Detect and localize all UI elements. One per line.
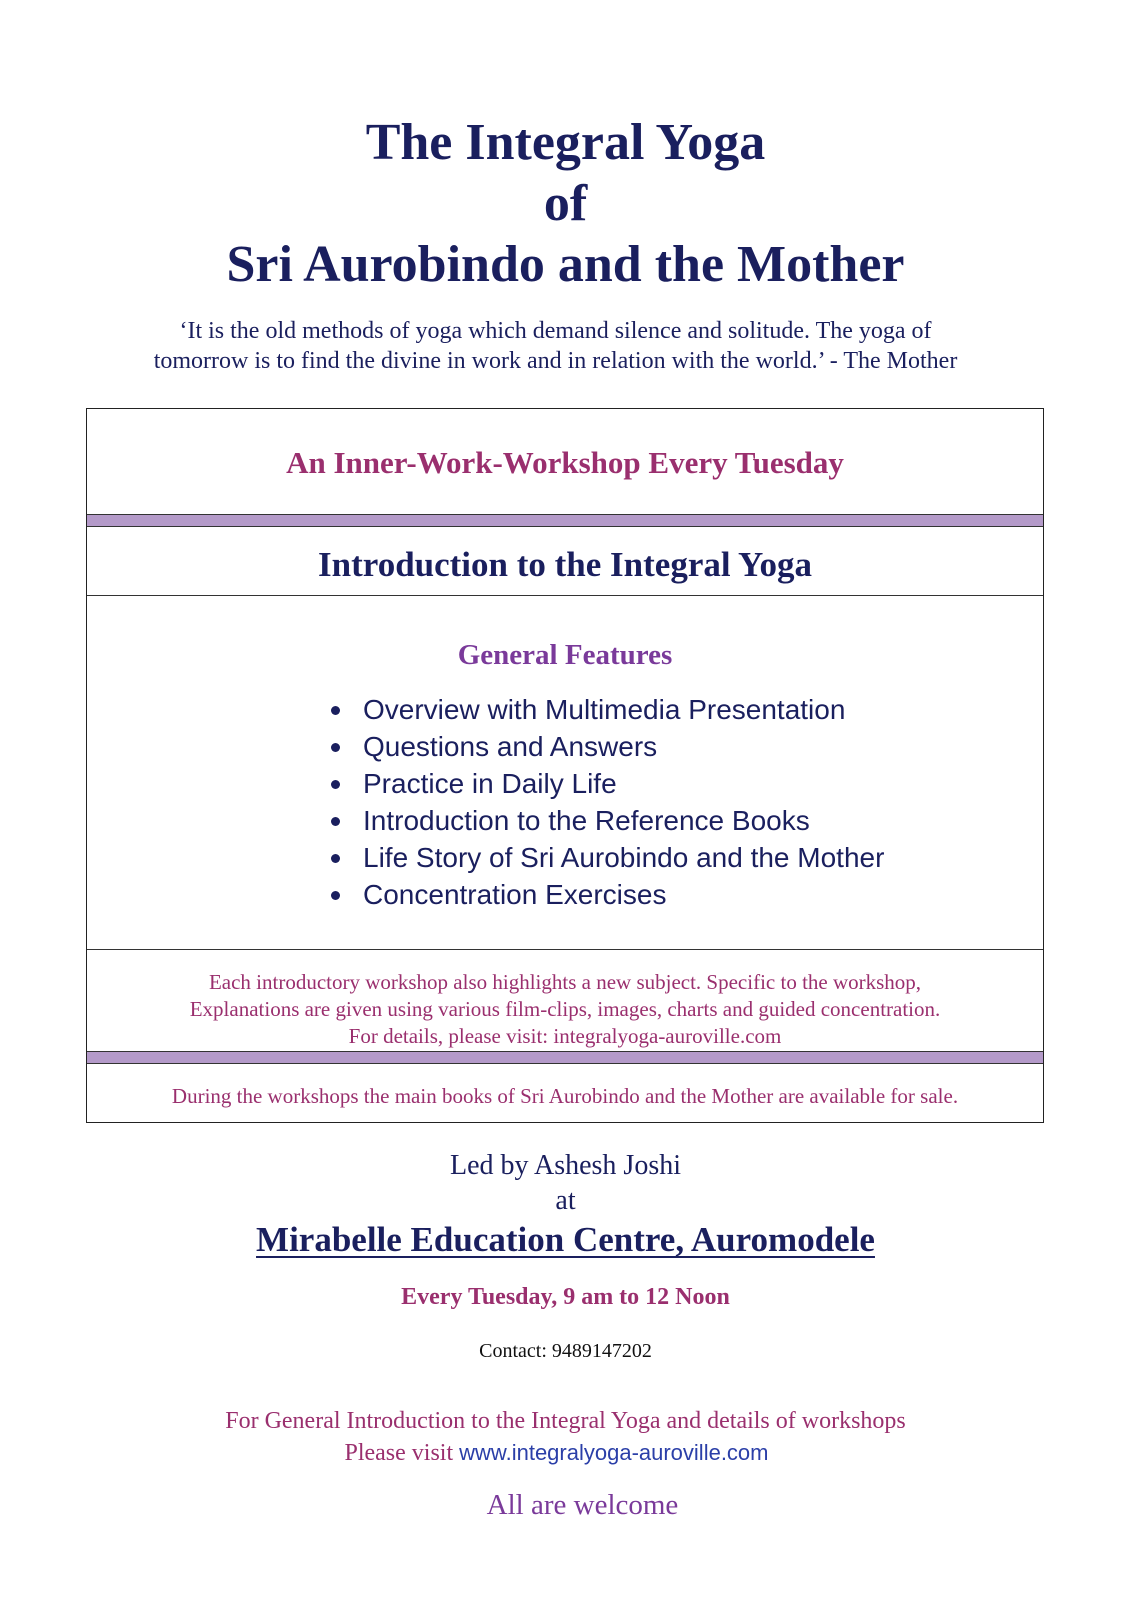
divider-double — [87, 1051, 1043, 1064]
bullet-icon — [331, 780, 340, 789]
led-by-line-2: at — [555, 1185, 576, 1216]
title-line-3: Sri Aurobindo and the Mother — [226, 236, 905, 293]
bullet-icon — [331, 817, 340, 826]
sale-note: During the workshops the main books of Sri Aurobindo and the Mother are available for sale. — [171, 1084, 959, 1108]
visit-line-2 — [0, 1437, 1131, 1469]
list-item: Questions and Answers — [327, 728, 884, 765]
list-item: Overview with Multimedia Presentation — [327, 691, 884, 728]
quote-line-1: ‘It is the old methods of yoga which demand silence and solitude. The yoga of — [179, 318, 932, 344]
workshop-notes — [87, 969, 1043, 1050]
visit-info — [0, 1406, 1131, 1469]
notes-line-2: Explanations are given using various film-clips, images, charts and guided concentration. — [189, 997, 941, 1021]
venue-name: Mirabelle Education Centre, Auromodele — [256, 1220, 875, 1259]
website-link[interactable]: www.integralyoga-auroville.com — [459, 1440, 769, 1465]
features-heading: General Features — [457, 639, 673, 671]
welcome-message: All are welcome — [486, 1489, 679, 1521]
list-item: Practice in Daily Life — [327, 765, 884, 802]
quote-line-2: tomorrow is to find the divine in work and in relation with the world.’ - The Mother — [153, 348, 958, 374]
schedule: Every Tuesday, 9 am to 12 Noon — [401, 1284, 730, 1310]
title-line-1: The Integral Yoga — [365, 114, 766, 171]
bullet-icon — [331, 743, 340, 752]
led-by — [0, 1148, 1131, 1218]
list-item: Introduction to the Reference Books — [327, 802, 884, 839]
workshop-heading: An Inner-Work-Workshop Every Tuesday — [286, 445, 844, 480]
venue — [0, 1220, 1131, 1260]
divider-double — [87, 514, 1043, 527]
bullet-icon — [331, 854, 340, 863]
list-item: Life Story of Sri Aurobindo and the Mother — [327, 839, 884, 876]
contact: Contact: 9489147202 — [479, 1340, 652, 1362]
workshop-info-box — [86, 408, 1044, 1123]
notes-line-1: Each introductory workshop also highlights a new subject. Specific to the workshop, — [208, 970, 922, 994]
page-title — [0, 112, 1131, 295]
divider-thin — [87, 595, 1043, 596]
features-list — [327, 691, 884, 913]
list-item: Concentration Exercises — [327, 876, 884, 913]
led-by-line-1: Led by Ashesh Joshi — [450, 1150, 681, 1181]
notes-line-3: For details, please visit: integralyoga-auroville.com — [348, 1024, 782, 1048]
divider-thin — [87, 949, 1043, 950]
title-line-2: of — [543, 175, 588, 232]
visit-prefix: Please visit — [344, 1440, 460, 1466]
intro-heading: Introduction to the Integral Yoga — [318, 545, 812, 584]
mother-quote — [0, 316, 1131, 376]
visit-line-1: For General Introduction to the Integral Yoga and details of workshops — [225, 1408, 906, 1434]
bullet-icon — [331, 706, 340, 715]
bullet-icon — [331, 891, 340, 900]
